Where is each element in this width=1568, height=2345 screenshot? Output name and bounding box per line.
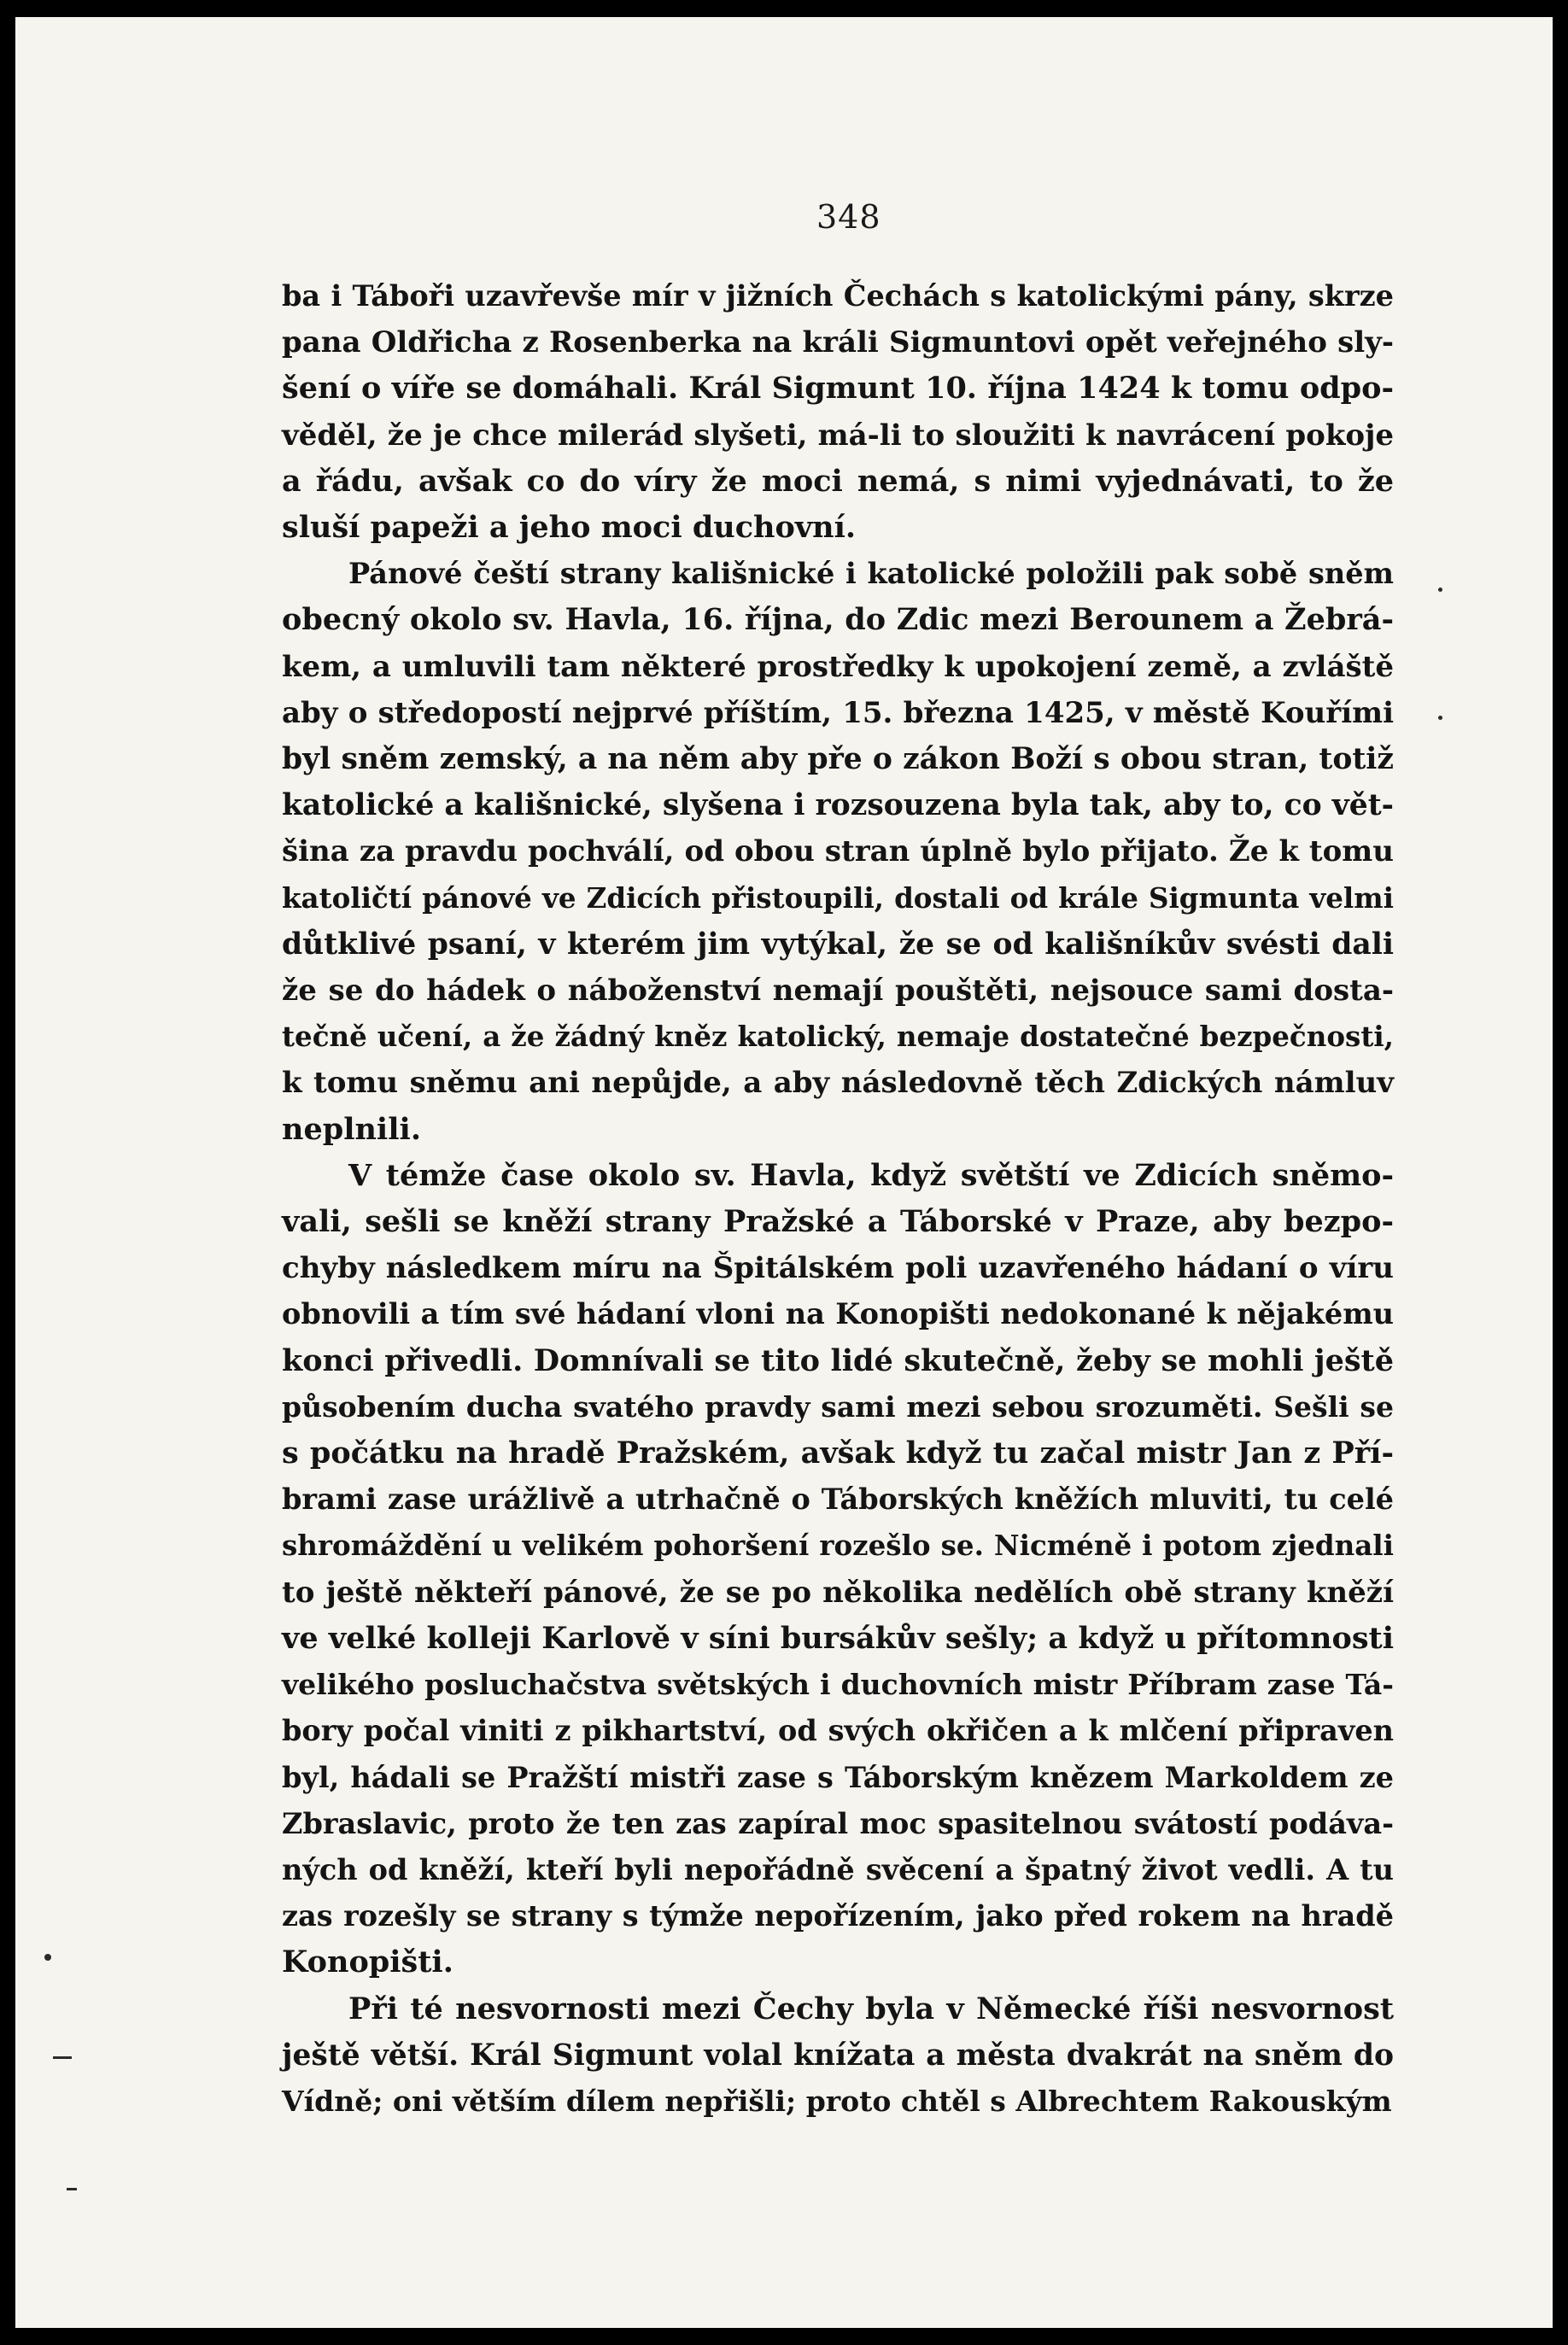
text-line: Při té nesvornosti mezi Čechy byla v Německé říši nesvornost <box>348 1991 1394 2026</box>
text-line: Pánové čeští strany kališnické i katolické položili pak sobě sněm <box>348 557 1394 591</box>
text-line: shromáždění u velikém pohoršení rozešlo se. Nicméně i potom zjednali <box>282 1529 1394 1563</box>
text-line: katolické a kališnické, slyšena i rozsouzena byla tak, aby to, co vět- <box>282 788 1394 823</box>
text-line: obnovili a tím své hádaní vloni na Konopišti nedokonané k nějakému <box>282 1297 1394 1331</box>
scan-mark <box>67 2188 77 2190</box>
body-text <box>282 273 1394 2125</box>
text-line: chyby následkem míru na Špitálském poli uzavřeného hádaní o víru <box>282 1251 1394 1286</box>
text-line: věděl, že je chce milerád slyšeti, má-li to sloužiti k navrácení pokoje <box>282 418 1394 453</box>
scan-mark <box>1438 716 1442 720</box>
text-line: vali, sešli se kněží strany Pražské a Táborské v Praze, aby bezpo- <box>282 1204 1394 1240</box>
text-line: ještě větší. Král Sigmunt volal knížata a města dvakrát na sněm do <box>282 2038 1394 2073</box>
scan-mark <box>1438 588 1442 592</box>
text-line: Zbraslavic, proto že ten zas zapíral moc spasitelnou svátostí podáva- <box>282 1806 1394 1840</box>
text-line: ba i Táboři uzavřevše mír v jižních Čechách s katolickými pány, skrze <box>282 279 1394 313</box>
text-line: Vídně; oni větším dílem nepřišli; proto chtěl s Albrechtem Rakouským <box>282 2084 1392 2118</box>
text-line: byl, hádali se Pražští mistři zase s Táborským knězem Markoldem ze <box>282 1760 1394 1794</box>
text-line: šení o víře se domáhali. Král Sigmunt 10. října 1424 k tomu odpo- <box>282 371 1394 406</box>
document-page <box>15 17 1553 2328</box>
text-line: ve velké kolleji Karlově v síni bursákův sešly; a když u přítomnosti <box>282 1620 1394 1656</box>
text-line: s počátku na hradě Pražském, avšak když tu začal mistr Jan z Pří- <box>282 1436 1394 1471</box>
text-line: byl sněm zemský, a na něm aby pře o zákon Boží s obou stran, totiž <box>282 742 1394 777</box>
text-line: ných od kněží, kteří byli nepořádně svěcení a špatný život vedli. A tu <box>282 1852 1394 1886</box>
text-line: V témže čase okolo sv. Havla, když světští ve Zdicích sněmo- <box>348 1157 1394 1193</box>
text-line: zas rozešly se strany s týmže nepořízením, jako před rokem na hradě <box>282 1899 1394 1933</box>
text-line: sluší papeži a jeho moci duchovní. <box>282 510 857 546</box>
text-line: velikého posluchačstva světských i duchovních mistr Příbram zase Tá- <box>282 1668 1394 1702</box>
text-line: katoličtí pánové ve Zdicích přistoupili, dostali od krále Sigmunta velmi <box>282 880 1394 915</box>
scan-mark <box>53 2056 72 2059</box>
text-line: aby o středopostí nejprvé příštím, 15. března 1425, v městě Kouřími <box>282 695 1394 730</box>
text-line: pana Oldřicha z Rosenberka na králi Sigmuntovi opět veřejného sly- <box>282 325 1394 360</box>
text-line: k tomu sněmu ani nepůjde, a aby následovně těch Zdických námluv <box>282 1066 1394 1101</box>
text-line: bory počal viniti z pikhartství, od svých okřičen a k mlčení připraven <box>282 1714 1394 1748</box>
page-number: 348 <box>816 198 881 236</box>
text-line: a řádu, avšak co do víry že moci nemá, s nimi vyjednávati, to že <box>282 463 1394 499</box>
text-line: tečně učení, a že žádný kněz katolický, nemaje dostatečné bezpečnosti, <box>282 1020 1394 1054</box>
text-line: Konopišti. <box>282 1944 453 1980</box>
text-line: konci přivedli. Domnívali se tito lidé skutečně, žeby se mohli ještě <box>282 1342 1394 1378</box>
text-line: neplnili. <box>282 1111 422 1147</box>
text-line: že se do hádek o náboženství nemají pouštěti, nejsouce sami dosta- <box>282 974 1394 1009</box>
text-line: kem, a umluvili tam některé prostředky k upokojení země, a zvláště <box>282 649 1394 684</box>
text-line: brami zase urážlivě a utrhačně o Táborských kněžích mluviti, tu celé <box>282 1482 1394 1517</box>
text-line: důtklivé psaní, v kterém jim vytýkal, že se od kališníkův svésti dali <box>282 927 1394 962</box>
scan-mark <box>44 1954 51 1961</box>
text-line: šina za pravdu pochválí, od obou stran úplně bylo přijato. Že k tomu <box>282 834 1394 869</box>
text-line: obecný okolo sv. Havla, 16. října, do Zdic mezi Berounem a Žebrá- <box>282 602 1394 638</box>
text-line: to ještě někteří pánové, že se po několika nedělích obě strany kněží <box>282 1575 1394 1610</box>
text-line: působením ducha svatého pravdy sami mezi sebou srozuměti. Sešli se <box>282 1389 1394 1424</box>
